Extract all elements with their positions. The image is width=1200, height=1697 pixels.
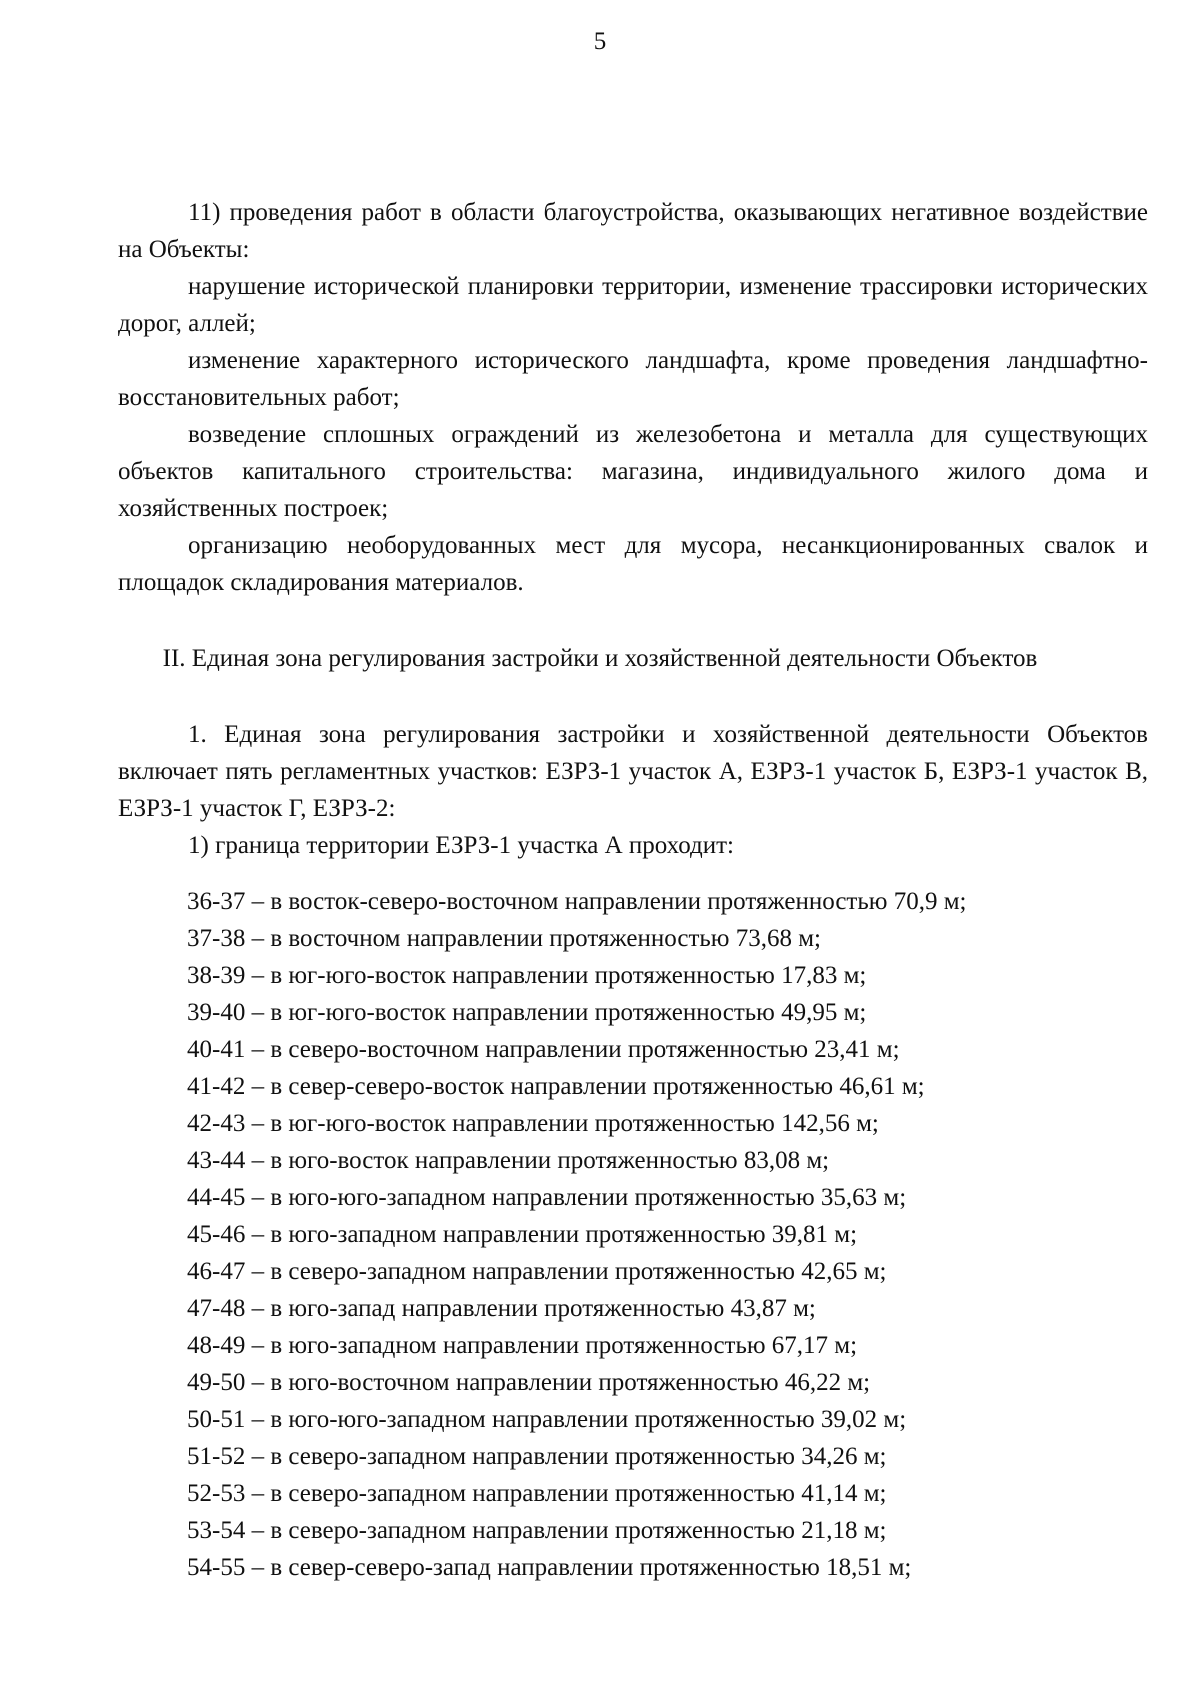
- boundary-segment-row: 44-45 – в юго-юго-западном направлении протяженностью 35,63 м;: [187, 1184, 907, 1211]
- intro-block: [118, 194, 1148, 601]
- boundary-segment-row: 50-51 – в юго-юго-западном направлении протяженностью 39,02 м;: [187, 1406, 907, 1433]
- boundary-segment-row: 42-43 – в юг-юго-восток направлении протяженностью 142,56 м;: [187, 1110, 879, 1137]
- section-heading: II. Единая зона регулирования застройки и хозяйственной деятельности Объектов: [162, 645, 1038, 672]
- boundary-segment-row: 36-37 – в восток-северо-восточном направлении протяженностью 70,9 м;: [187, 888, 967, 915]
- boundary-segment-row: 37-38 – в восточном направлении протяженностью 73,68 м;: [187, 925, 821, 952]
- boundary-segment-row: 47-48 – в юго-запад направлении протяженностью 43,87 м;: [187, 1295, 816, 1322]
- boundary-segment-row: 40-41 – в северо-восточном направлении протяженностью 23,41 м;: [187, 1036, 900, 1063]
- intro-paragraph-landscape: изменение характерного исторического ландшафта, кроме проведения ландшафтно-восстановительных работ;: [118, 347, 1148, 411]
- boundary-segment-row: 49-50 – в юго-восточном направлении протяженностью 46,22 м;: [187, 1369, 871, 1396]
- boundary-segment-row: 41-42 – в север-северо-восток направлении протяженностью 46,61 м;: [187, 1073, 925, 1100]
- boundary-segment-row: 43-44 – в юго-восток направлении протяженностью 83,08 м;: [187, 1147, 830, 1174]
- intro-paragraph-planning: нарушение исторической планировки территории, изменение трассировки исторических дорог, аллей;: [118, 273, 1148, 337]
- boundary-segment-row: 52-53 – в северо-западном направлении протяженностью 41,14 м;: [187, 1480, 887, 1507]
- boundary-segment-row: 38-39 – в юг-юго-восток направлении протяженностью 17,83 м;: [187, 962, 867, 989]
- section-body: [118, 716, 1148, 864]
- intro-paragraph-11: 11) проведения работ в области благоустройства, оказывающих негативное воздействие на Объекты:: [118, 199, 1148, 263]
- boundary-segment-row: 39-40 – в юг-юго-восток направлении протяженностью 49,95 м;: [187, 999, 867, 1026]
- boundary-segment-row: 54-55 – в север-северо-запад направлении протяженностью 18,51 м;: [187, 1554, 912, 1581]
- intro-paragraph-waste: организацию необорудованных мест для мусора, несанкционированных свалок и площадок складирования материалов.: [118, 532, 1148, 596]
- boundary-segment-row: 48-49 – в юго-западном направлении протяженностью 67,17 м;: [187, 1332, 858, 1359]
- boundary-segment-row: 45-46 – в юго-западном направлении протяженностью 39,81 м;: [187, 1221, 858, 1248]
- section-paragraph-1: 1. Единая зона регулирования застройки и хозяйственной деятельности Объектов включает пять регламентных участков: ЕЗРЗ-1 участок А, ЕЗРЗ-1 участок Б, ЕЗРЗ-1 участок В, ЕЗРЗ-1 участок Г, ЕЗРЗ-2:: [118, 721, 1148, 822]
- boundary-segment-row: 46-47 – в северо-западном направлении протяженностью 42,65 м;: [187, 1258, 887, 1285]
- section-paragraph-2: 1) граница территории ЕЗРЗ-1 участка А проходит:: [188, 832, 734, 859]
- boundary-segment-row: 53-54 – в северо-западном направлении протяженностью 21,18 м;: [187, 1517, 887, 1544]
- page-number: 5: [593, 28, 607, 55]
- intro-paragraph-fences: возведение сплошных ограждений из железобетона и металла для существующих объектов капитального строительства: магазина, индивидуального жилого дома и хозяйственных построек;: [118, 421, 1148, 522]
- boundary-segment-row: 51-52 – в северо-западном направлении протяженностью 34,26 м;: [187, 1443, 887, 1470]
